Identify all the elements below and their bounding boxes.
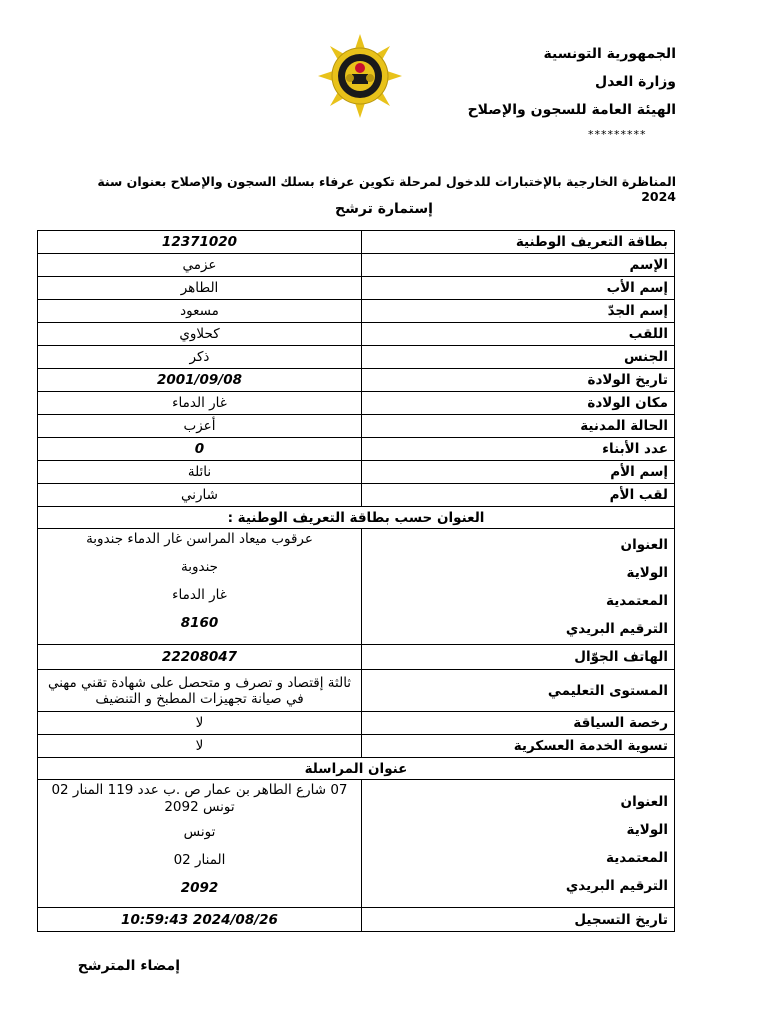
row-label: إسم الأم [362, 461, 675, 484]
postal-code-label: الترقيم البريدي [565, 877, 668, 894]
row-value: الطاهر [38, 277, 362, 300]
mobile-label: الهاتف الجوّال [362, 645, 675, 670]
registration-date-label: تاريخ التسجيل [362, 908, 675, 932]
row-label: مكان الولادة [362, 392, 675, 415]
delegation-value: المنار 02 [173, 852, 226, 868]
row-label: عدد الأبناء [362, 438, 675, 461]
row-value: ذكر [38, 346, 362, 369]
postal-code-value: 2092 [180, 880, 219, 896]
row-label: لقب الأم [362, 484, 675, 507]
form-title: إستمارة ترشح [335, 201, 433, 217]
table-row [38, 369, 675, 392]
governorate-label: الولاية [626, 564, 668, 581]
mail-address-labels [362, 780, 675, 908]
table-row [38, 323, 675, 346]
prison-service-emblem-icon [316, 32, 404, 120]
postal-code-value: 8160 [180, 615, 219, 631]
military-service-value: لا [38, 735, 362, 758]
postal-code-label: الترقيم البريدي [565, 620, 668, 637]
row-value: 2001/09/08 [38, 369, 362, 392]
row-value: كحلاوي [38, 323, 362, 346]
address-label: العنوان [620, 793, 668, 810]
row-value: نائلة [38, 461, 362, 484]
candidate-signature-label: إمضاء المترشح [77, 958, 180, 974]
table-row [38, 735, 675, 758]
table-row [38, 231, 675, 254]
row-label: تاريخ الولادة [362, 369, 675, 392]
table-row [38, 277, 675, 300]
mail-address-values [38, 780, 362, 908]
header-line-republic: الجمهورية التونسية [543, 46, 676, 62]
table-row [38, 712, 675, 735]
row-label: الإسم [362, 254, 675, 277]
row-value: 0 [38, 438, 362, 461]
table-row [38, 461, 675, 484]
mail-address-heading: عنوان المراسلة [38, 758, 675, 780]
id-address-row [38, 529, 675, 645]
id-address-heading: العنوان حسب بطاقة التعريف الوطنية : [38, 507, 675, 529]
governorate-label: الولاية [626, 821, 668, 838]
row-label: إسم الأب [362, 277, 675, 300]
table-row [38, 908, 675, 932]
delegation-label: المعتمدية [606, 592, 668, 609]
mobile-value: 22208047 [38, 645, 362, 670]
section-header-row [38, 507, 675, 529]
row-label: الحالة المدنية [362, 415, 675, 438]
table-row [38, 438, 675, 461]
military-service-label: تسوية الخدمة العسكرية [362, 735, 675, 758]
row-value: غار الدماء [38, 392, 362, 415]
governorate-value: تونس [183, 824, 216, 840]
row-value: أعزب [38, 415, 362, 438]
registration-date-value: 2024/08/26 10:59:43 [38, 908, 362, 932]
competition-title: المناظرة الخارجية بالإختبارات للدخول لمرحلة تكوين عرفاء بسلك السجون والإصلاح بعنوان سنة 2024 [97, 174, 676, 204]
delegation-label: المعتمدية [606, 849, 668, 866]
candidate-info-table [37, 230, 675, 932]
education-label: المستوى التعليمي [362, 670, 675, 712]
row-label: بطاقة التعريف الوطنية [362, 231, 675, 254]
row-value: عزمي [38, 254, 362, 277]
table-row [38, 346, 675, 369]
header-line-ministry: وزارة العدل [595, 74, 676, 90]
education-value: ثالثة إقتصاد و تصرف و متحصل على شهادة تقني مهني في صيانة تجهيزات المطبخ و التنضيف [38, 670, 362, 712]
license-label: رخصة السياقة [362, 712, 675, 735]
separator-stars: ********* [588, 128, 647, 141]
row-value: 12371020 [38, 231, 362, 254]
id-address-values [38, 529, 362, 645]
table-row [38, 670, 675, 712]
address-value: 07 شارع الطاهر بن عمار ص .ب عدد 119 المنار 02 تونس 2092 [51, 782, 348, 815]
table-row [38, 484, 675, 507]
table-row [38, 300, 675, 323]
table-row [38, 415, 675, 438]
section-header-row [38, 758, 675, 780]
delegation-value: غار الدماء [172, 587, 227, 603]
row-label: الجنس [362, 346, 675, 369]
row-value: مسعود [38, 300, 362, 323]
issuer-header [468, 40, 676, 124]
governorate-value: جندوبة [180, 559, 219, 575]
address-label: العنوان [620, 536, 668, 553]
table-row [38, 645, 675, 670]
table-row [38, 254, 675, 277]
license-value: لا [38, 712, 362, 735]
table-row [38, 392, 675, 415]
id-address-labels [362, 529, 675, 645]
row-label: اللقب [362, 323, 675, 346]
header-line-authority: الهيئة العامة للسجون والإصلاح [467, 102, 676, 118]
row-value: شارني [38, 484, 362, 507]
mail-address-row [38, 780, 675, 908]
row-label: إسم الجدّ [362, 300, 675, 323]
address-value: عرقوب ميعاد المراسن غار الدماء جندوبة [86, 531, 313, 547]
